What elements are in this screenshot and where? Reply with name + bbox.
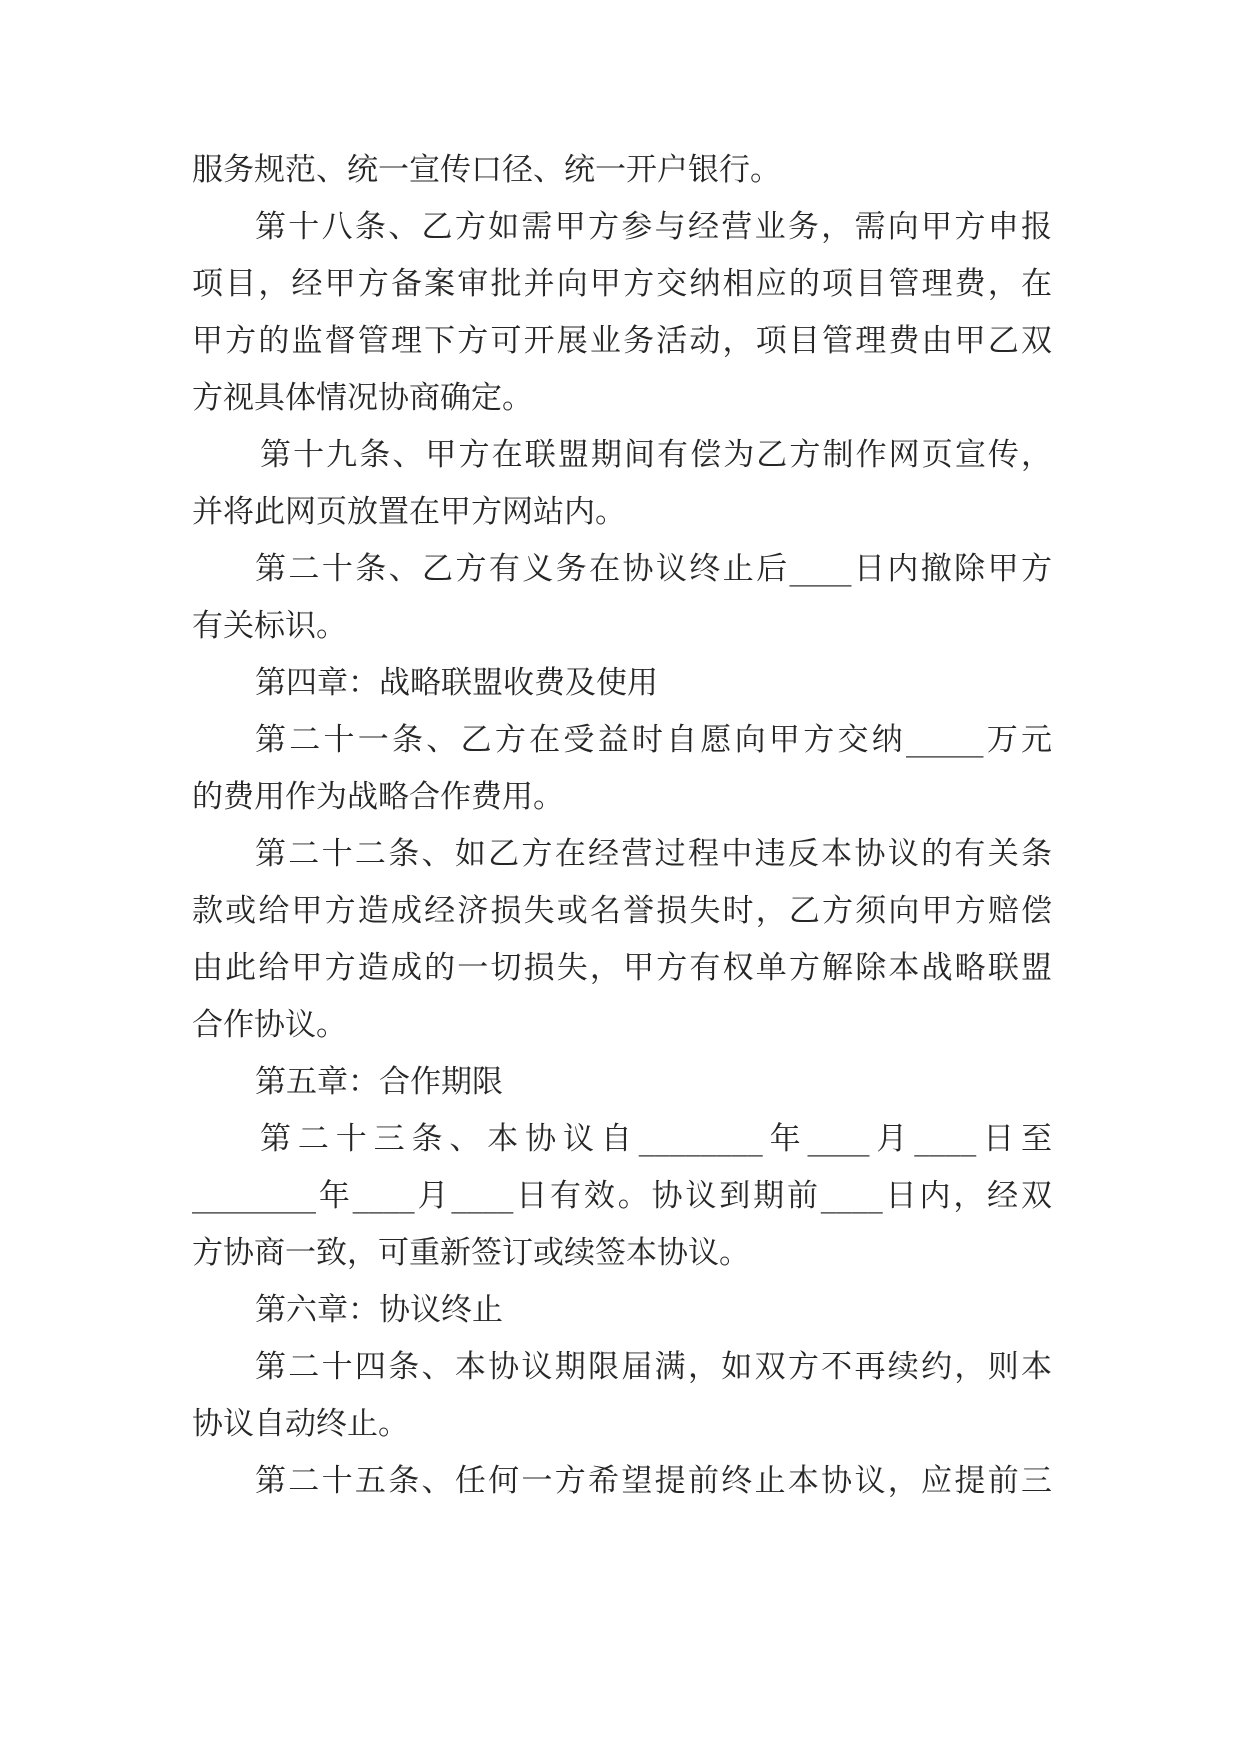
chapter-6-heading: 第六章：协议终止 bbox=[255, 1292, 503, 1328]
article-24-line-2: 协议自动终止。 bbox=[192, 1406, 409, 1442]
article-20-line-2: 有关标识。 bbox=[192, 608, 347, 644]
article-21-line-2: 的费用作为战略合作费用。 bbox=[192, 779, 564, 815]
chapter-5-heading: 第五章：合作期限 bbox=[255, 1064, 503, 1100]
article-23-line-2: ________年____月____日有效。协议到期前____日内，经双 bbox=[192, 1178, 1052, 1214]
article-21-line-1: 第二十一条、乙方在受益时自愿向甲方交纳_____万元 bbox=[255, 722, 1052, 758]
chapter-4-heading: 第四章：战略联盟收费及使用 bbox=[255, 665, 658, 701]
article-18-line-2: 项目，经甲方备案审批并向甲方交纳相应的项目管理费，在 bbox=[192, 266, 1052, 302]
article-18-line-4: 方视具体情况协商确定。 bbox=[192, 380, 533, 416]
article-25-line-1: 第二十五条、任何一方希望提前终止本协议，应提前三 bbox=[255, 1463, 1052, 1499]
article-18-line-1: 第十八条、乙方如需甲方参与经营业务，需向甲方申报 bbox=[255, 209, 1052, 245]
article-24-line-1: 第二十四条、本协议期限届满，如双方不再续约，则本 bbox=[255, 1349, 1052, 1385]
article-23-line-3: 方协商一致，可重新签订或续签本协议。 bbox=[192, 1235, 750, 1271]
article-20-line-1: 第二十条、乙方有义务在协议终止后____日内撤除甲方 bbox=[255, 551, 1052, 587]
article-22-line-3: 由此给甲方造成的一切损失，甲方有权单方解除本战略联盟 bbox=[192, 950, 1052, 986]
article-22-line-4: 合作协议。 bbox=[192, 1007, 347, 1043]
article-19-line-2: 并将此网页放置在甲方网站内。 bbox=[192, 494, 626, 530]
article-18-line-3: 甲方的监督管理下方可开展业务活动，项目管理费由甲乙双 bbox=[192, 323, 1052, 359]
text-line-1: 服务规范、统一宣传口径、统一开户银行。 bbox=[192, 152, 781, 188]
article-19-line-1: 第十九条、甲方在联盟期间有偿为乙方制作网页宣传， bbox=[260, 437, 1052, 473]
article-23-line-1: 第二十三条、本协议自________年____月____日至 bbox=[260, 1121, 1052, 1157]
article-22-line-1: 第二十二条、如乙方在经营过程中违反本协议的有关条 bbox=[255, 836, 1052, 872]
article-22-line-2: 款或给甲方造成经济损失或名誉损失时，乙方须向甲方赔偿 bbox=[192, 893, 1052, 929]
